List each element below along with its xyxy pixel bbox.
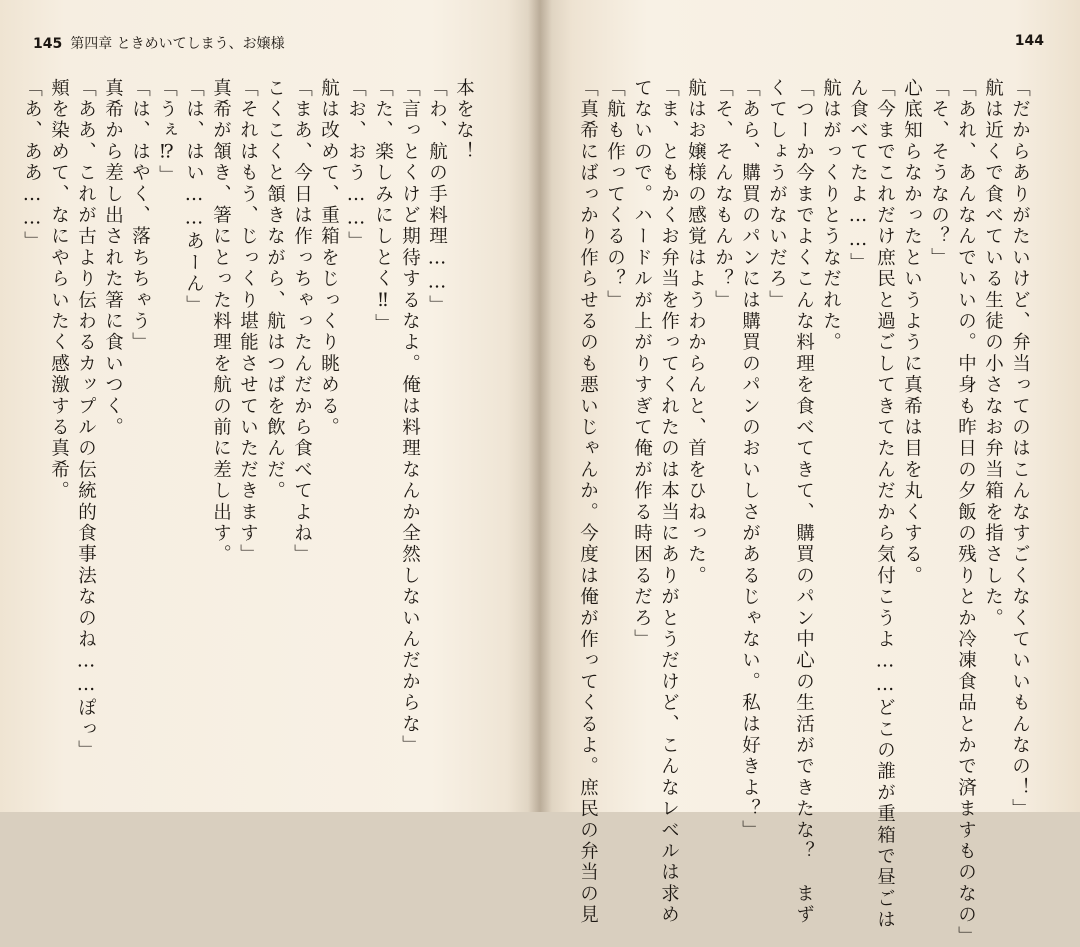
text-line: 「は、はやく、落ちちゃう」 — [129, 78, 151, 354]
text-line: 「ま、ともかくお弁当を作ってくれたのは本当にありがとうだけど、こんなレベルは求め — [658, 78, 680, 926]
text-line: 航はお嬢様の感覚はようわからんと、首をひねった。 — [685, 78, 707, 587]
text-line: 「ああ、これが古より伝わるカップルの伝統的食事法なのね……ぽっ」 — [75, 78, 97, 762]
text-line: 真希から差し出された箸に食いつく。 — [102, 78, 124, 439]
left-page-number: 145 — [33, 36, 63, 52]
text-line: 「言っとくけど期待するなよ。俺は料理なんか全然しないんだからな」 — [399, 78, 421, 757]
text-line: 「そ、そんなもんか？」 — [712, 78, 734, 312]
text-line: 航は改めて、重箱をじっくり眺める。 — [318, 78, 340, 439]
text-line: 「航も作ってくるの？」 — [604, 78, 626, 312]
text-line: 頬を染めて、なにやらいたく感激する真希。 — [48, 78, 70, 502]
right-page-number: 144 — [1014, 33, 1044, 49]
left-page — [0, 0, 538, 812]
text-line: こくこくと頷きながら、航はつばを飲んだ。 — [264, 78, 286, 502]
text-line: 航は近くで食べている生徒の小さなお弁当箱を指さした。 — [982, 78, 1004, 630]
text-line: 航はがっくりとうなだれた。 — [820, 78, 842, 354]
text-line: 「わ、航の手料理……」 — [426, 78, 448, 317]
text-line: ん食べてたよ……」 — [847, 78, 869, 274]
text-line: 「お、おう……」 — [345, 78, 367, 253]
text-line: 「た、楽しみにしとく‼」 — [372, 78, 394, 335]
text-line: 「まあ、今日は作っちゃったんだから食べてよね」 — [291, 78, 313, 566]
text-line: 「は、はい……あーん」 — [183, 78, 205, 317]
text-line: 「今までこれだけ庶民と過ごしてきてたんだから気付こうよ……どこの誰が重箱で昼ごは — [874, 78, 896, 931]
text-line: 「真希にばっかり作らせるのも悪いじゃんか。今度は俺が作ってくるよ。庶民の弁当の見 — [577, 78, 599, 926]
text-line: 「あ、ああ……」 — [21, 78, 43, 253]
text-line: 「あれ、あんなんでいいの。中身も昨日の夕飯の残りとか冷凍食品とかで済ますものなの」 — [955, 78, 977, 947]
right-page — [542, 0, 1080, 947]
text-line: 真希が頷き、箸にとった料理を航の前に差し出す。 — [210, 78, 232, 566]
text-line: てないので。ハードルが上がりすぎて俺が作る時困るだろ」 — [631, 78, 653, 651]
text-line: 「それはもう、じっくり堪能させていただきます」 — [237, 78, 259, 566]
text-line: 「そ、そうなの？」 — [928, 78, 950, 269]
text-line: 本をな！ — [453, 78, 475, 163]
text-line: 「だからありがたいけど、弁当ってのはこんなすごくなくていいもんなの！」 — [1009, 78, 1031, 820]
text-line: 「あら、購買のパンには購買のパンのおいしさがあるじゃない。私は好きよ？」 — [739, 78, 761, 842]
text-line: くてしょうがないだろ」 — [766, 78, 788, 312]
text-line: 心底知らなかったというように真希は目を丸くする。 — [901, 78, 923, 587]
text-line: 「つーか今までよくこんな料理を食べてきて、購買のパン中心の生活ができたな？ まず — [793, 78, 815, 926]
running-head: 第四章 ときめいてしまう、お嬢様 — [70, 36, 285, 52]
left-page-header — [33, 33, 285, 53]
text-line: 「うぇ⁉」 — [156, 78, 178, 187]
